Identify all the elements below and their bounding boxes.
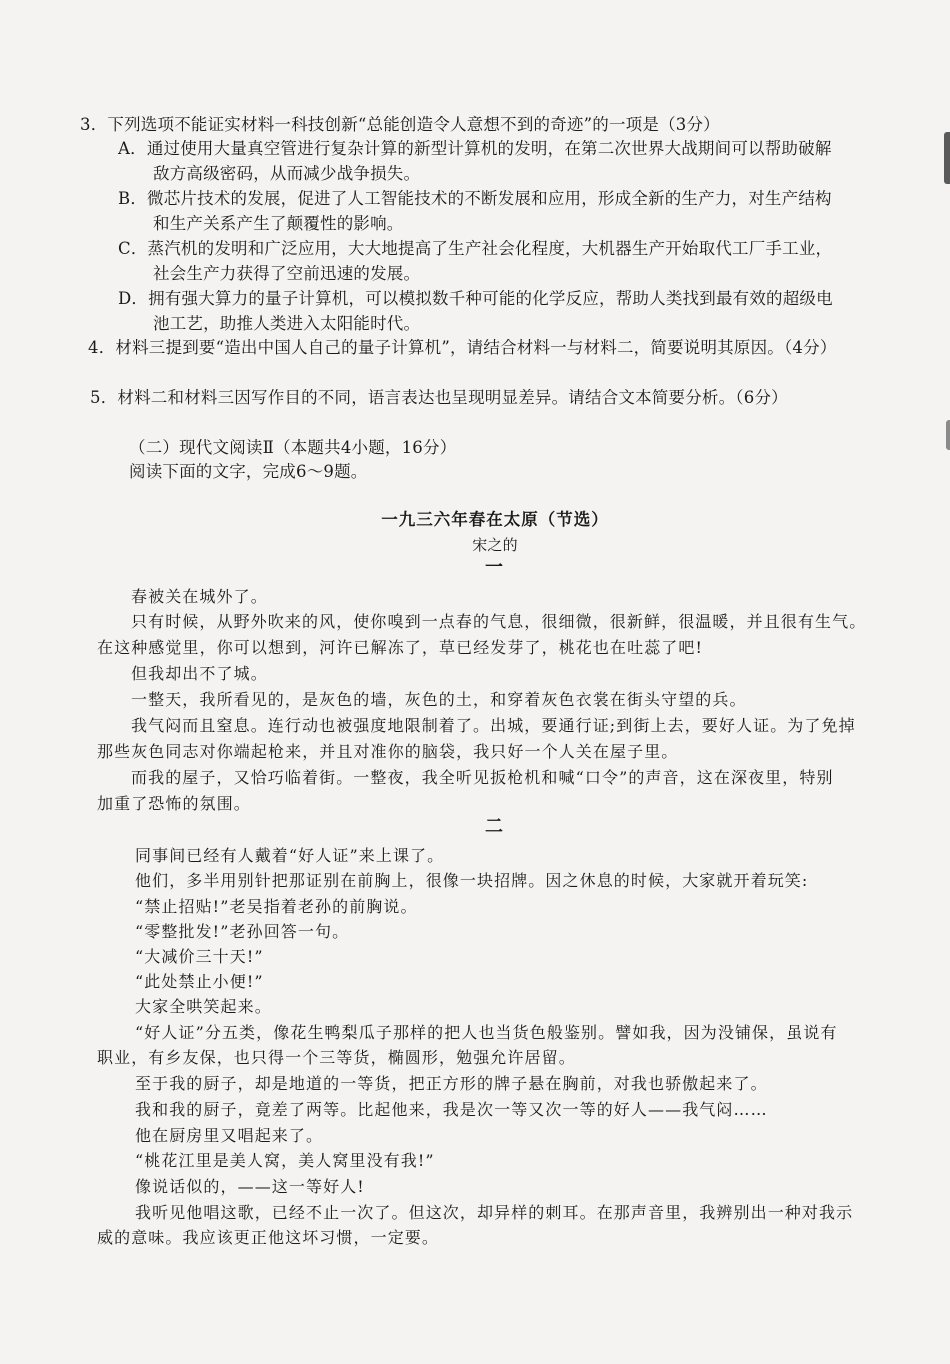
part-2-line: 威的意味。我应该更正他这坏习惯，一定要。 [97, 1228, 440, 1247]
part-2-line: 他们，多半用别针把那证别在前胸上，很像一块招牌。因之休息的时候，大家就开着玩笑: [135, 871, 809, 890]
part-2-line: 我听见他唱这歌，已经不止一次了。但这次，却异样的刺耳。在那声音里，我辨别出一种对我示 [135, 1203, 854, 1222]
part-1-line: 而我的屋子，又恰巧临着街。一整夜，我全听见扳枪机和喊“口令”的声音，这在深夜里，特别 [131, 768, 834, 787]
question-3-option-d: D．拥有强大算力的量子计算机，可以模拟数千种可能的化学反应，帮助人类找到最有效的超级电 [118, 289, 833, 308]
part-2-line: 我和我的厨子，竟差了两等。比起他来，我是次一等又次一等的好人——我气闷…… [135, 1100, 768, 1119]
question-3-option-b-cont: 和生产关系产生了颠覆性的影响。 [153, 214, 404, 233]
scan-edge-mark [944, 132, 950, 184]
section-heading: （二）现代文阅读Ⅱ（本题共4小题，16分） [129, 438, 457, 457]
part-2-line: “桃花江里是美人窝，美人窝里没有我!” [135, 1151, 435, 1170]
question-3-option-d-cont: 池工艺，助推人类进入太阳能时代。 [153, 314, 421, 333]
question-3-option-c: C．蒸汽机的发明和广泛应用，大大地提高了生产社会化程度，大机器生产开始取代工厂手工业， [118, 239, 833, 258]
question-3-stem: 3．下列选项不能证实材料一科技创新“总能创造令人意想不到的奇迹”的一项是（3分） [80, 115, 720, 134]
part-1-line: 一整天，我所看见的，是灰色的墙，灰色的土，和穿着灰色衣裳在街头守望的兵。 [131, 690, 747, 709]
part-1-line: 春被关在城外了。 [131, 587, 268, 606]
part-1-line: 那些灰色同志对你端起枪来，并且对准你的脑袋，我只好一个人关在屋子里。 [97, 742, 679, 761]
section-instruction: 阅读下面的文字，完成6～9题。 [129, 462, 368, 481]
question-3-option-a-cont: 敌方高级密码，从而减少战争损失。 [153, 164, 421, 183]
article-title: 一九三六年春在太原（节选） [381, 510, 609, 529]
part-2-line: “此处禁止小便!” [135, 972, 264, 991]
part-1-number: 一 [485, 557, 505, 578]
part-1-line: 在这种感觉里，你可以想到，河许已解冻了，草已经发芽了，桃花也在吐蕊了吧! [97, 638, 704, 657]
part-2-line: 至于我的厨子，却是地道的一等货，把正方形的牌子悬在胸前，对我也骄傲起来了。 [135, 1074, 768, 1093]
part-1-line: 只有时候，从野外吹来的风，使你嗅到一点春的气息，很细微，很新鲜，很温暖，并且很有生气。 [131, 612, 867, 631]
part-2-number: 二 [485, 816, 505, 837]
part-1-line: 加重了恐怖的氛围。 [97, 794, 251, 813]
part-2-line: 同事间已经有人戴着“好人证”来上课了。 [135, 846, 445, 865]
question-3-option-b: B．微芯片技术的发展，促进了人工智能技术的不断发展和应用，形成全新的生产力，对生产结构 [118, 189, 832, 208]
question-4: 4．材料三提到要“造出中国人自己的量子计算机”，请结合材料一与材料二，简要说明其原因。（4分） [88, 338, 837, 357]
part-1-line: 但我却出不了城。 [131, 664, 268, 683]
part-2-line: “零整批发!”老孙回答一句。 [135, 922, 350, 941]
question-5: 5．材料二和材料三因写作目的不同，语言表达也呈现明显差异。请结合文本简要分析。（6分） [90, 388, 788, 407]
part-2-line: 职业，有乡友保，也只得一个三等货，椭圆形，勉强允许居留。 [97, 1048, 576, 1067]
question-3-option-a: A．通过使用大量真空管进行复杂计算的新型计算机的发明，在第二次世界大战期间可以帮助破解 [118, 139, 832, 158]
part-2-line: “好人证”分五类，像花生鸭梨瓜子那样的把人也当货色般鉴别。譬如我，因为没铺保，虽说有 [135, 1023, 838, 1042]
article-author: 宋之的 [472, 536, 518, 554]
part-2-line: 大家全哄笑起来。 [135, 997, 272, 1016]
part-1-line: 我气闷而且窒息。连行动也被强度地限制着了。出城，要通行证;到街上去，要好人证。为了免掉 [131, 716, 856, 735]
part-2-line: 像说话似的，——这一等好人! [135, 1177, 365, 1196]
part-2-line: 他在厨房里又唱起来了。 [135, 1126, 324, 1145]
scan-edge-mark-lower [946, 420, 950, 450]
part-2-line: “禁止招贴!”老吴指着老孙的前胸说。 [135, 897, 418, 916]
part-2-line: “大减价三十天!” [135, 947, 264, 966]
question-3-option-c-cont: 社会生产力获得了空前迅速的发展。 [153, 264, 421, 283]
